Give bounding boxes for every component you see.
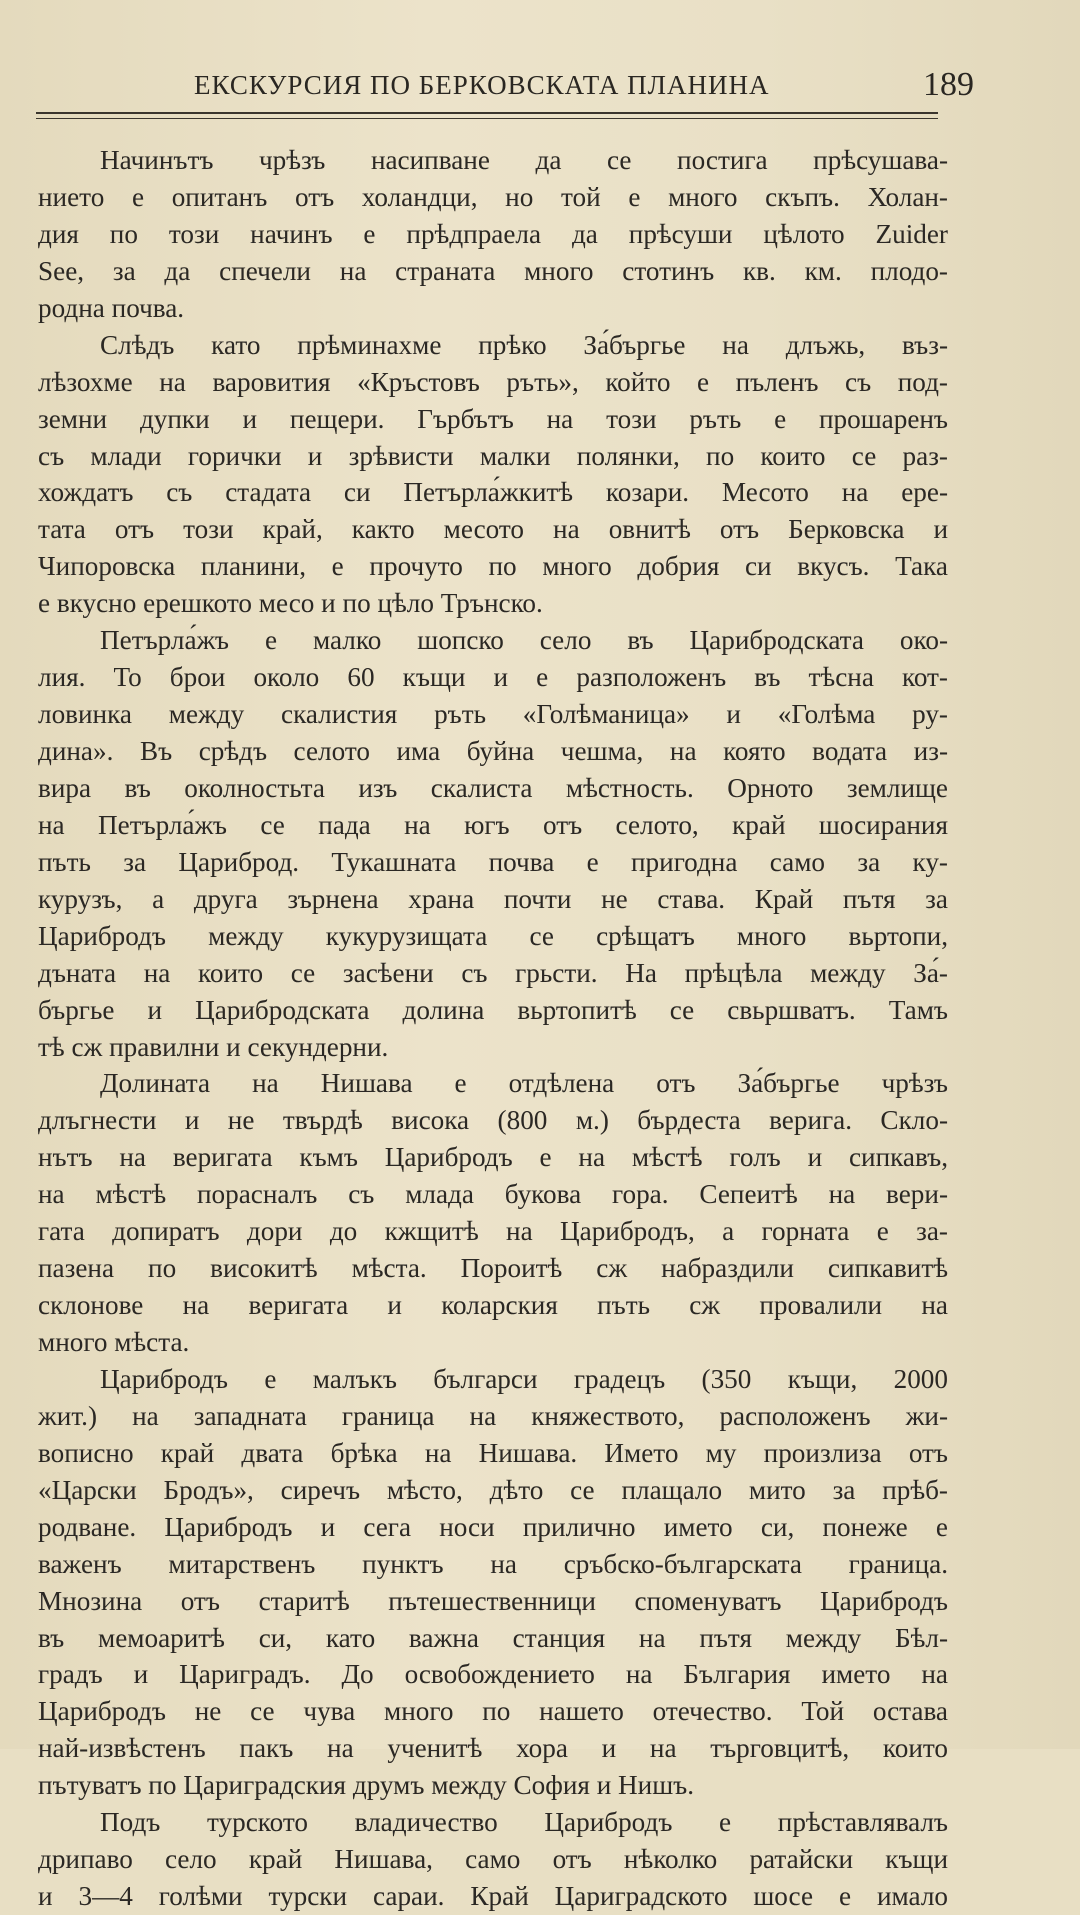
text-line: ловинка между скалистия ръть «Голѣманица» и «Голѣма ру- xyxy=(38,699,948,730)
running-title: ЕКСКУРСИЯ ПО БЕРКОВСКАТА ПЛАНИНА xyxy=(194,70,770,100)
text-line: пъть за Цариброд. Тукашната почва е пригодна само за ку- xyxy=(38,846,948,877)
text-line: Царибродъ е малъкъ българси градецъ (350 къщи, 2000 xyxy=(100,1363,948,1394)
text-line: пазена по високитѣ мѣста. Пороитѣ сж набраздили сипкавитѣ xyxy=(38,1253,948,1284)
text-line: длъгнести и не твърдѣ висока (800 м.) бърдеста верига. Скло- xyxy=(38,1105,948,1136)
text-line: Чипоровска планини, е прочуто по много добрия си вкусъ. Така xyxy=(38,551,948,582)
text-line: на мѣстѣ порасналъ съ млада букова гора. Сепеитѣ на вери- xyxy=(38,1179,948,1210)
text-line: гата допиратъ дори до кжщитѣ на Царибродъ, а горната е за- xyxy=(38,1216,948,1247)
header-rule xyxy=(36,112,938,114)
text-line: и 3—4 голѣми турски сараи. Край Цариградското шосе е имало xyxy=(38,1881,948,1912)
text-line: дия по този начинъ е прѣдпраела да прѣсуши цѣлото Zuider xyxy=(38,218,948,249)
text-line: склонове на веригата и коларския пъть сж провалили на xyxy=(38,1290,948,1321)
text-line: вописно край двата брѣка на Нишава. Името му произлиза отъ xyxy=(38,1437,948,1468)
text-line: тѣ сж правилни и секундерни. xyxy=(38,1031,389,1062)
text-line: Слѣдъ като прѣминахме прѣко За́бъргье на длъжь, въз- xyxy=(100,329,948,360)
text-line: Подъ турското владичество Царибродъ е прѣставлявалъ xyxy=(100,1807,948,1838)
text-line: градъ и Цариградъ. До освобождението на България името на xyxy=(38,1659,948,1690)
text-line: Мнозина отъ старитѣ пътешественници споменуватъ Царибродъ xyxy=(38,1585,948,1616)
text-line: нието е опитанъ отъ холандци, но той е много скъпъ. Холан- xyxy=(38,181,948,212)
text-line: родна почва. xyxy=(38,292,185,323)
header-rule-thin xyxy=(36,118,938,119)
text-line: хождатъ съ стадата си Петърла́жкитѣ козари. Месото на ере- xyxy=(38,477,948,508)
text-line: жит.) на западната граница на княжеството, расположенъ жи- xyxy=(38,1400,948,1431)
body-text xyxy=(38,142,948,1915)
text-line: дрипаво село край Нишава, само отъ нѣколко ратайски къщи xyxy=(38,1844,948,1875)
text-line: земни дупки и пещери. Гърбътъ на този ръть е прошаренъ xyxy=(38,403,948,434)
text-line: бъргье и Царибродската долина вьртопитѣ се свьршватъ. Тамъ xyxy=(38,994,948,1025)
text-line: Царибродъ между кукурузищата се срѣщатъ много вьртопи, xyxy=(38,920,948,951)
text-line: родване. Царибродъ и сега носи прилично името си, понеже е xyxy=(38,1511,948,1542)
text-line: лѣзохме на варовития «Кръстовъ ръть», който е пъленъ съ под- xyxy=(38,366,948,397)
text-line: Начинътъ чрѣзъ насипване да се постига прѣсушава- xyxy=(100,145,948,175)
text-line: курузъ, а друга зърнена храна почти не става. Край пътя за xyxy=(38,883,948,914)
text-line: Царибродъ не се чува много по нашето отечество. Той остава xyxy=(38,1696,948,1727)
text-line: на Петърла́жъ се пада на югъ отъ селото, край шосирания xyxy=(38,809,948,840)
running-header xyxy=(36,66,1036,110)
text-line: вира въ околностьта изъ скалиста мѣстность. Орното землище xyxy=(38,772,948,803)
text-line: е вкусно ерешкото месо и по цѣло Трънско. xyxy=(38,588,543,619)
text-line: See, за да спечели на страната много стотинъ кв. км. плодо- xyxy=(38,255,948,286)
text-line: важенъ митарственъ пунктъ на сръбско-българската граница. xyxy=(38,1548,948,1579)
text-line: тата отъ този край, както месото на овнитѣ отъ Берковска и xyxy=(38,514,948,545)
text-line: въ мемоаритѣ си, като важна станция на пътя между Бѣл- xyxy=(38,1622,948,1653)
page-number: 189 xyxy=(923,66,974,103)
text-line: дина». Въ срѣдъ селото има буйна чешма, на която водата из- xyxy=(38,736,948,766)
text-line: Долината на Нишава е отдѣлена отъ За́бъргье чрѣзъ xyxy=(100,1068,948,1099)
text-line: нътъ на веригата къмъ Царибродъ е на мѣстѣ голъ и сипкавъ, xyxy=(38,1142,948,1173)
text-line: съ млади горички и зрѣвисти малки полянки, по които се раз- xyxy=(38,440,948,471)
text-line: пътуватъ по Цариградския друмъ между София и Нишъ. xyxy=(38,1770,695,1801)
text-line: дъната на които се засѣени съ грьсти. На прѣцѣла между За́- xyxy=(38,957,948,988)
text-line: най-извѣстенъ пакъ на ученитѣ хора и на търговцитѣ, които xyxy=(38,1733,948,1764)
text-line: «Царски Бродъ», сиречъ мѣсто, дѣто се плащало мито за прѣб- xyxy=(38,1474,948,1505)
text-line: много мѣста. xyxy=(38,1327,190,1357)
text-line: Петърла́жъ е малко шопско село въ Царибродската око- xyxy=(100,625,948,656)
text-line: лия. То брои около 60 къщи и е разположенъ въ тѣсна кот- xyxy=(38,662,948,693)
